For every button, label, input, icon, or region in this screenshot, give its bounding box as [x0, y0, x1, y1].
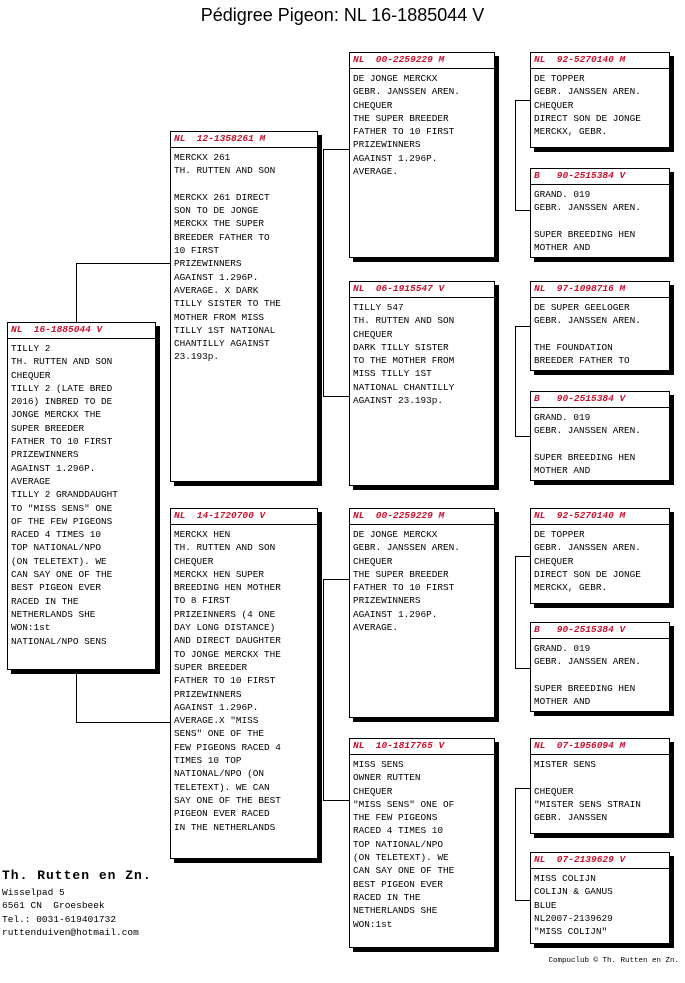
card-line: RACED 4 TIMES 10 [353, 825, 444, 837]
card-line: SUPER BREEDER [11, 422, 85, 434]
ring-number: NL 92-5270140 M [531, 54, 669, 69]
card-line: AGAINST 1.296P. [174, 701, 259, 713]
card-line [534, 771, 666, 784]
card-line: AVERAGE. [353, 166, 399, 178]
card-line: GEBR. JANSSEN AREN. [353, 542, 460, 554]
card-line: OF THE FEW PIGEONS [11, 515, 113, 527]
card-line: DE TOPPER [534, 73, 585, 84]
connector [515, 436, 530, 437]
owner-phone: Tel.: 0031-619401732 [2, 913, 117, 925]
card-line: AGAINST 23.193p. [353, 395, 444, 407]
connector [515, 556, 530, 557]
card-line: DE SUPER GEELOGER [534, 302, 630, 313]
ring-number: NL 14-1720700 V [171, 510, 317, 525]
card-line: BLUE [534, 899, 557, 911]
card-line: AND DIRECT DAUGHTER [174, 635, 281, 647]
card-line: DIRECT SON DE JONGE [534, 568, 641, 580]
connector [76, 722, 170, 723]
card-line: TILLY 2 (LATE BRED [11, 382, 113, 394]
card-line: AGAINST 1.296P. [353, 608, 438, 620]
card-line: AVERAGE [11, 475, 51, 487]
ring-number: NL 00-2259229 M [350, 510, 494, 525]
card-line: CHEQUER [174, 555, 214, 567]
card-line: PIGEON EVER RACED [174, 808, 270, 820]
card-line: FEW PIGEONS RACED 4 [174, 741, 281, 753]
card-line: PRIZEWINNERS [174, 688, 242, 700]
card-line: CHEQUER [11, 369, 51, 381]
card-line: GEBR. JANSSEN AREN. [534, 656, 641, 668]
owner-name: Th. Rutten en Zn. [2, 868, 152, 883]
card-line: NL2007-2139629 [534, 912, 613, 924]
pedigree-card-sire-dam [349, 281, 495, 486]
ring-number: NL 00-2259229 M [350, 54, 494, 69]
card-line: SENS" ONE OF THE [174, 728, 265, 740]
card-line: TELETEXT). WE CAN [174, 781, 270, 793]
card-line: GEBR. JANSSEN AREN. [534, 86, 641, 98]
card-line: TH. RUTTEN AND SON [174, 542, 276, 554]
card-line: MERCKX HEN [174, 529, 231, 540]
connector [76, 670, 77, 722]
pedigree-card-gg2 [530, 168, 670, 258]
card-line: (ON TELETEXT). WE [11, 555, 107, 567]
pedigree-card-sire [170, 131, 318, 482]
card-line: TO 8 FIRST [174, 595, 231, 607]
card-line: CHEQUER [353, 328, 393, 340]
card-text [353, 528, 491, 634]
card-line: TILLY 547 [353, 302, 404, 313]
card-line: RACED IN THE [353, 891, 421, 903]
ring-number: B 90-2515384 V [531, 170, 669, 185]
card-line: TH. RUTTEN AND SON [353, 315, 455, 327]
card-line: MISS COLIJN [534, 873, 596, 884]
connector [515, 900, 530, 901]
card-text [534, 188, 666, 254]
card-line: "MISS COLIJN" [534, 926, 608, 938]
owner-contact [2, 866, 152, 939]
pedigree-card-subject [7, 322, 156, 670]
card-line: SAY ONE OF THE BEST [174, 794, 281, 806]
card-line: BREEDER FATHER TO [534, 355, 630, 367]
card-line: PRIZEINNERS (4 ONE [174, 608, 276, 620]
card-line: MISS TILLY 1ST [353, 368, 432, 380]
card-line: GEBR. JANSSEN AREN. [534, 202, 641, 214]
card-line: 10 FIRST [174, 245, 220, 257]
card-line: PRIZEWINNERS [11, 449, 79, 461]
card-line: TO THE MOTHER FROM [353, 355, 455, 367]
card-line: TOP NATIONAL/NPO [353, 838, 444, 850]
card-line: "MISS SENS" ONE OF [353, 798, 455, 810]
card-line: FATHER TO 10 FIRST [353, 582, 455, 594]
connector [515, 326, 530, 327]
pedigree-card-gg7 [530, 738, 670, 834]
card-line: MOTHER AND [534, 696, 591, 708]
card-line: TILLY 1ST NATIONAL [174, 324, 276, 336]
card-line: BREEDER FATHER TO [174, 231, 270, 243]
card-line: FATHER TO 10 FIRST [11, 436, 113, 448]
card-line [534, 669, 666, 682]
connector [76, 263, 170, 264]
card-line: TH. RUTTEN AND SON [174, 165, 276, 177]
card-line: MERCKX, GEBR. [534, 582, 608, 594]
connector [323, 579, 349, 580]
card-line: TOP NATIONAL/NPO [11, 542, 102, 554]
card-line: (ON TELETEXT). WE [353, 852, 449, 864]
ring-number: NL 97-1098716 M [531, 283, 669, 298]
connector [515, 556, 516, 668]
page-title: Pédigree Pigeon: NL 16-1885044 V [200, 5, 485, 25]
card-line: WON:1st [353, 918, 393, 930]
card-line: GEBR. JANSSEN [534, 812, 608, 824]
owner-address: Wisselpad 5 [2, 887, 65, 898]
card-line: GRAND. 019 [534, 643, 591, 654]
card-line: SUPER BREEDING HEN [534, 682, 636, 694]
card-line: AVERAGE. [353, 622, 399, 634]
ring-number: NL 07-1956094 M [531, 740, 669, 755]
card-line: GRAND. 019 [534, 412, 591, 423]
card-text [534, 528, 666, 594]
card-line: BEST PIGEON EVER [353, 878, 444, 890]
card-line [534, 215, 666, 228]
card-line: GRAND. 019 [534, 189, 591, 200]
card-line: CHEQUER [353, 99, 393, 111]
card-line: DIRECT SON DE JONGE [534, 112, 641, 124]
ring-number: NL 16-1885044 V [8, 324, 155, 339]
connector [515, 100, 516, 210]
card-line: MERCKX 261 [174, 152, 231, 163]
card-line: AGAINST 1.296P. [353, 152, 438, 164]
card-line: OWNER RUTTEN [353, 772, 421, 784]
card-line: GEBR. JANSSEN AREN. [534, 425, 641, 437]
ring-number: B 90-2515384 V [531, 393, 669, 408]
card-text [534, 72, 666, 138]
card-line: THE FEW PIGEONS [353, 812, 438, 824]
card-line: RACED 4 TIMES 10 [11, 529, 102, 541]
card-line: SUPER BREEDING HEN [534, 451, 636, 463]
card-line: IN THE NETHERLANDS [174, 821, 276, 833]
connector [515, 788, 516, 900]
ring-number: NL 92-5270140 M [531, 510, 669, 525]
card-line: MOTHER AND [534, 465, 591, 477]
card-line: DE JONGE MERCKX [353, 529, 438, 540]
card-line: COLIJN & GANUS [534, 886, 613, 898]
pedigree-card-gg8 [530, 852, 670, 944]
card-text [174, 151, 314, 364]
card-line: WON:1st [11, 622, 51, 634]
card-text [353, 72, 491, 178]
card-line: DE TOPPER [534, 529, 585, 540]
card-line: DARK TILLY SISTER [353, 341, 449, 353]
card-line: CHEQUER [353, 785, 393, 797]
card-line: 23.193p. [174, 351, 220, 363]
card-text [11, 342, 152, 648]
connector [515, 326, 516, 436]
card-line: CHEQUER [353, 555, 393, 567]
connector [323, 396, 349, 397]
card-line: DAY LONG DISTANCE) [174, 622, 276, 634]
card-text [353, 301, 491, 407]
card-line: THE FOUNDATION [534, 341, 613, 353]
connector [515, 788, 530, 789]
card-line [534, 328, 666, 341]
pedigree-card-gg4 [530, 391, 670, 481]
card-line: TILLY 2 [11, 343, 51, 354]
pedigree-card-gg6 [530, 622, 670, 712]
card-line: GEBR. JANSSEN AREN. [534, 315, 641, 327]
card-line: MERCKX THE SUPER [174, 218, 265, 230]
card-line: NATIONAL/NPO (ON [174, 768, 265, 780]
ring-number: B 90-2515384 V [531, 624, 669, 639]
pedigree-card-gg5 [530, 508, 670, 604]
ring-number: NL 06-1915547 V [350, 283, 494, 298]
card-line: TIMES 10 TOP [174, 755, 242, 767]
connector [515, 210, 530, 211]
card-line: CHEQUER [534, 785, 574, 797]
card-line: PRIZEWINNERS [353, 595, 421, 607]
card-line: MISS SENS [353, 759, 404, 770]
card-line: MOTHER FROM MISS [174, 311, 265, 323]
card-line: FATHER TO 10 FIRST [174, 675, 276, 687]
ring-number: NL 10-1817765 V [350, 740, 494, 755]
card-line: BEST PIGEON EVER [11, 582, 102, 594]
card-line: AGAINST 1.296P. [11, 462, 96, 474]
card-line: PRIZEWINNERS [353, 139, 421, 151]
card-line: CHEQUER [534, 555, 574, 567]
pedigree-card-gg3 [530, 281, 670, 371]
card-line: 2016) INBRED TO DE [11, 396, 113, 408]
pedigree-card-dam-sire [349, 508, 495, 718]
card-line: RACED IN THE [11, 595, 79, 607]
card-line: "MISTER SENS STRAIN [534, 798, 641, 810]
ring-number: NL 07-2139629 V [531, 854, 669, 869]
footer-credit: Compuclub © Th. Rutten en Zn. [548, 957, 679, 965]
connector [515, 100, 530, 101]
connector [76, 263, 77, 322]
card-line [534, 438, 666, 451]
card-line: GEBR. JANSSEN AREN. [353, 86, 460, 98]
pedigree-card-dam [170, 508, 318, 859]
pedigree-card-dam-dam [349, 738, 495, 948]
card-line: MISTER SENS [534, 759, 596, 770]
card-line: AVERAGE. X DARK [174, 284, 259, 296]
card-line: DE JONGE MERCKX [353, 73, 438, 84]
owner-city: 6561 CN Groesbeek [2, 900, 105, 912]
card-line [174, 178, 314, 191]
connector [323, 149, 349, 150]
card-line: MOTHER AND [534, 242, 591, 254]
card-line: JONGE MERCKX THE [11, 409, 102, 421]
card-text [534, 758, 666, 824]
card-line: THE SUPER BREEDER [353, 568, 449, 580]
card-line: TO JONGE MERCKX THE [174, 648, 281, 660]
connector [323, 149, 324, 397]
card-line: NETHERLANDS SHE [353, 905, 438, 917]
connector [515, 668, 530, 669]
card-line: CAN SAY ONE OF THE [11, 569, 113, 581]
card-text [174, 528, 314, 834]
card-text [534, 872, 666, 938]
card-line: CHEQUER [534, 99, 574, 111]
card-line: TILLY SISTER TO THE [174, 298, 281, 310]
connector [323, 800, 349, 801]
card-line: SON TO DE JONGE [174, 205, 259, 217]
card-line: AVERAGE.X "MISS [174, 715, 259, 727]
card-line: THE SUPER BREEDER [353, 112, 449, 124]
card-line: AGAINST 1.296P. [174, 271, 259, 283]
card-text [534, 411, 666, 477]
owner-email[interactable]: ruttenduiven@hotmail.com [2, 926, 139, 938]
card-line: GEBR. JANSSEN AREN. [534, 542, 641, 554]
card-line: MERCKX HEN SUPER [174, 568, 265, 580]
card-line: CHANTILLY AGAINST [174, 338, 270, 350]
pedigree-card-sire-sire [349, 52, 495, 258]
card-text [534, 642, 666, 708]
card-line: NETHERLANDS SHE [11, 608, 96, 620]
card-line: CAN SAY ONE OF THE [353, 865, 455, 877]
card-line: TH. RUTTEN AND SON [11, 356, 113, 368]
card-line: TO "MISS SENS" ONE [11, 502, 113, 514]
card-line: SUPER BREEDER [174, 661, 248, 673]
card-line: MERCKX, GEBR. [534, 126, 608, 138]
card-line: SUPER BREEDING HEN [534, 228, 636, 240]
card-line: TILLY 2 GRANDDAUGHT [11, 489, 118, 501]
card-line: MERCKX 261 DIRECT [174, 191, 270, 203]
card-line: NATIONAL/NPO SENS [11, 635, 107, 647]
card-line: NATIONAL CHANTILLY [353, 381, 455, 393]
card-text [353, 758, 491, 931]
card-line: PRIZEWINNERS [174, 258, 242, 270]
card-text [534, 301, 666, 367]
card-line: FATHER TO 10 FIRST [353, 126, 455, 138]
card-line: BREEDING HEN MOTHER [174, 582, 281, 594]
connector [323, 579, 324, 801]
pedigree-card-gg1 [530, 52, 670, 148]
ring-number: NL 12-1358261 M [171, 133, 317, 148]
